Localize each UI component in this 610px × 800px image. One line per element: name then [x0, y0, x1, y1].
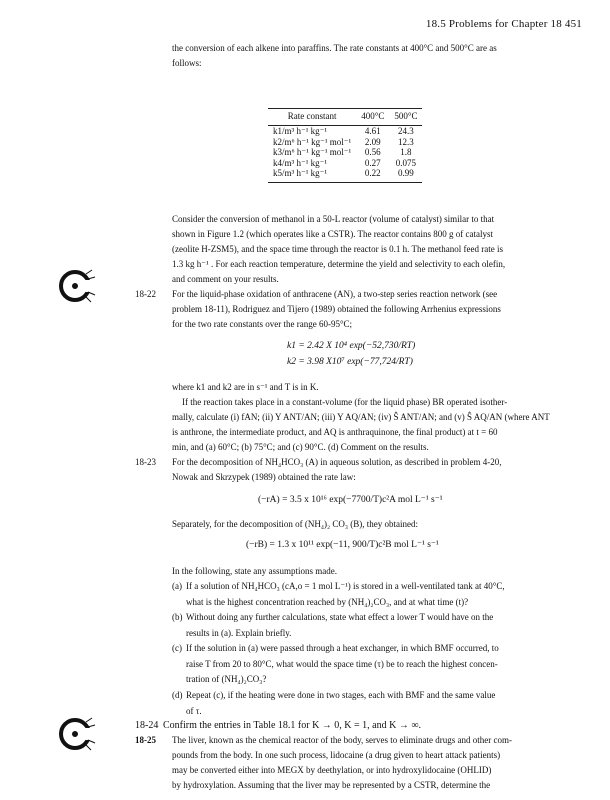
item-line: tration of (NH₄)₂CO₃?	[186, 674, 267, 685]
item-line: Repeat (c), if the heating were done in two stages, each with BMF and the same value	[186, 690, 496, 700]
item-line: results in (a). Explain briefly.	[186, 627, 292, 638]
equation-rate-b: (−rB) = 1.3 x 10¹¹ exp(−11, 900/T)c²B mol L⁻¹ s⁻¹	[246, 540, 439, 550]
table-cell: 12.3	[398, 136, 414, 147]
table-cell: 0.22	[356, 168, 389, 182]
table-cell: 2.09	[364, 136, 381, 147]
running-head: 18.5 Problems for Chapter 18 451	[425, 18, 582, 30]
item-line: raise T from 20 to 80°C, what would the space time (τ) be to reach the highest concen-	[186, 658, 498, 669]
problem-number-18-24: 18-24	[135, 720, 159, 731]
problem-number-18-25: 18-25	[135, 735, 156, 745]
p1822-after-1: where k1 and k2 are in s⁻¹ and T is in K.	[172, 382, 319, 392]
p1822-line-2: problem 18-11), Rodriguez and Tijero (1989) obtained the following Arrhenius expressions	[172, 304, 501, 314]
table-cell: 4.61	[364, 126, 381, 136]
table-cell: 0.27	[364, 157, 381, 168]
p1822-line-1: For the liquid-phase oxidation of anthracene (AN), a two-step series reaction network (see	[172, 289, 498, 299]
table-cell: k4/m³ h⁻¹ kg⁻¹	[273, 157, 328, 168]
item-label: (b)	[172, 612, 183, 622]
table-cell: k2/m⁶ h⁻¹ kg⁻¹ mol⁻¹	[273, 136, 352, 147]
table-cell: k1/m³ h⁻¹ kg⁻¹	[273, 126, 328, 136]
p1823-assume: In the following, state any assumptions made.	[172, 566, 337, 576]
methanol-line-1: Consider the conversion of methanol in a 50-L reactor (volume of catalyst) similar to that	[172, 214, 495, 224]
methanol-line-4: 1.3 kg h⁻¹ . For each reaction temperature, determine the yield and selectivity to each olefin,	[172, 259, 506, 269]
problem-number-18-23: 18-23	[135, 457, 156, 467]
table-header-rate: Rate constant	[268, 109, 356, 126]
intro-line-2: follows:	[172, 58, 202, 68]
table-header-500: 500°C	[389, 109, 422, 126]
methanol-line-2: shown in Figure 1.2 (which operates like a CSTR). The reactor contains 800 g of catalyst	[172, 229, 494, 239]
methanol-line-3: (zeolite H-ZSM5), and the space time through the reactor is 0.1 h. The methanol feed rate is	[172, 244, 503, 254]
list-item-c	[172, 641, 584, 688]
item-line: what is the highest concentration reached by (NH₄)₂CO₃, and at what time (t)?	[186, 596, 469, 607]
p1825-line-3: may be converted either into MEGX by deethylation, or into hydroxylidocaine (OHLID)	[172, 765, 492, 775]
table-cell: k3/m⁶ h⁻¹ kg⁻¹ mol⁻¹	[273, 147, 352, 157]
table-cell: 1.8	[400, 147, 412, 157]
p1822-after-3: mally, calculate (i) fAN; (ii) Y ANT/AN; (iii) Y AQ/AN; (iv) Ŝ ANT/AN; and (v) Ŝ AQ/AN (where ANT	[172, 412, 550, 422]
p1823-line-1: For the decomposition of NH₄HCO₃ (A) in aqueous solution, as described in problem 4-20,	[172, 457, 502, 467]
table-cell: 24.3	[398, 126, 414, 136]
item-line: If a solution of NH₄HCO₃ (cA,o = 1 mol L⁻¹) is stored in a well-ventilated tank at 40°C,	[186, 581, 505, 591]
p1822-line-3: for the two rate constants over the range 60-95°C;	[172, 319, 353, 329]
equation-k1: k1 = 2.42 X 10⁴ exp(−52,730/RT)	[287, 341, 416, 351]
p1823-separately: Separately, for the decomposition of (NH₄)₂ CO₃ (B), they obtained:	[172, 519, 419, 529]
list-item-d	[172, 688, 584, 719]
p1822-after-4: is anthrone, the intermediate product, and AQ is anthraquinone, the final product) at t = 60	[172, 427, 498, 437]
item-line: If the solution in (a) were passed through a heat exchanger, in which BMF occurred, to	[186, 643, 499, 653]
list-item-b	[172, 610, 584, 641]
table-header-400: 400°C	[356, 109, 389, 126]
computer-disk-icon	[57, 714, 97, 754]
p1825-line-4: by hydroxylation. Assuming that the liver may be represented by a CSTR, determine the	[172, 780, 491, 790]
p1822-after-2: If the reaction takes place in a constant-volume (for the liquid phase) BR operated isother-	[182, 397, 508, 407]
p1823-line-2: Nowak and Skrzypek (1989) obtained the rate law:	[172, 472, 356, 482]
p1825-line-1: The liver, known as the chemical reactor of the body, serves to eliminate drugs and other com-	[172, 735, 512, 745]
item-label: (a)	[172, 581, 182, 591]
methanol-line-5: and comment on your results.	[172, 274, 279, 284]
table-cell: 0.075	[395, 157, 417, 168]
rate-constant-table	[268, 108, 422, 183]
table-cell: 0.99	[389, 168, 422, 182]
table-cell: k5/m³ h⁻¹ kg⁻¹	[268, 168, 356, 182]
equation-k2: k2 = 3.98 X10⁷ exp(−77,724/RT)	[287, 357, 413, 367]
item-line: Without doing any further calculations, state what effect a lower T would have on the	[186, 612, 494, 622]
table-cell: 0.56	[364, 147, 381, 157]
intro-line-1: the conversion of each alkene into paraffins. The rate constants at 400°C and 500°C are as	[172, 43, 497, 53]
item-label: (d)	[172, 690, 183, 700]
p1822-after-5: min, and (a) 60°C; (b) 75°C; and (c) 90°C. (d) Comment on the results.	[172, 442, 429, 452]
computer-disk-icon	[57, 266, 97, 306]
p1825-line-2: pounds from the body. In one such process, lidocaine (a drug given to heart attack patients)	[172, 750, 501, 760]
list-item-a	[172, 579, 584, 610]
item-label: (c)	[172, 643, 182, 653]
problem-number-18-22: 18-22	[135, 289, 156, 299]
item-line: of τ.	[186, 705, 202, 716]
equation-rate-a: (−rA) = 3.5 x 10¹⁶ exp(−7700/T)c²A mol L⁻¹ s⁻¹	[258, 495, 443, 505]
p1824-text: Confirm the entries in Table 18.1 for K → 0, K = 1, and K → ∞.	[163, 720, 421, 731]
